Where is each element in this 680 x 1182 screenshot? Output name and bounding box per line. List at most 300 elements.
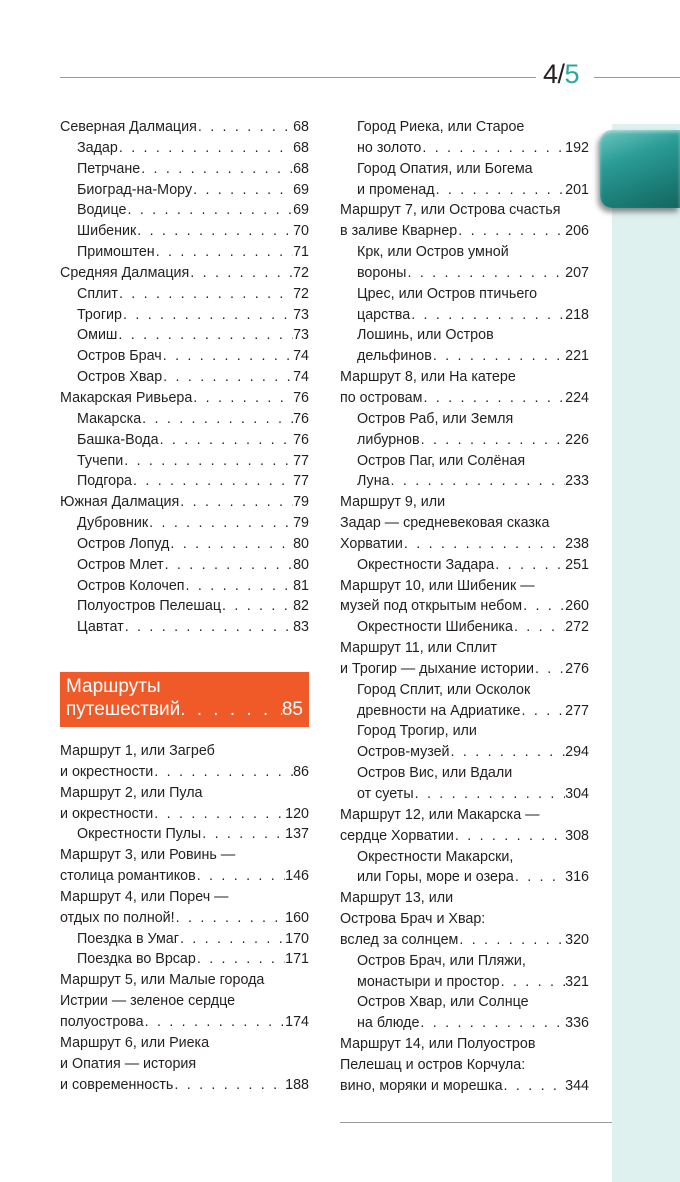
leader-dots	[179, 492, 293, 513]
toc-entry-title: Остров Млет	[77, 556, 164, 573]
toc-entry-page: 146	[285, 868, 309, 885]
toc-entry-page: 304	[565, 786, 589, 802]
toc-entry-title: Маршрут 8, или На катере	[340, 369, 516, 386]
toc-left-column-top	[60, 117, 309, 638]
toc-entry[interactable]	[60, 242, 309, 263]
toc-entry	[340, 992, 589, 1013]
toc-entry-title: Маршрут 5, или Малые города	[60, 972, 265, 989]
toc-entry[interactable]	[340, 430, 589, 451]
toc-entry[interactable]	[60, 534, 309, 555]
toc-entry-title: и променад	[357, 181, 435, 198]
toc-entry[interactable]	[60, 305, 309, 326]
leader-dots	[140, 159, 293, 180]
toc-entry[interactable]	[60, 346, 309, 367]
toc-entry-page: 277	[565, 702, 589, 719]
toc-entry	[60, 783, 309, 804]
toc-entry-title: полуострова	[60, 1013, 144, 1030]
toc-entry[interactable]	[60, 762, 309, 783]
leader-dots	[521, 701, 566, 722]
toc-entry[interactable]	[340, 617, 589, 638]
toc-entry-title: Задар — средневековая сказка	[340, 515, 550, 532]
toc-entry[interactable]	[340, 138, 589, 159]
leader-dots	[420, 430, 566, 451]
leader-dots	[410, 305, 565, 326]
toc-entry-title: Острова Брач и Хвар:	[340, 911, 486, 928]
toc-entry-page: 137	[285, 826, 309, 843]
toc-entry	[60, 970, 309, 991]
toc-entry-page: 224	[565, 389, 589, 406]
toc-entry-title: Примоштен	[77, 244, 155, 261]
toc-entry-title: Маршрут 12, или Макарска —	[340, 806, 540, 823]
toc-entry	[340, 242, 589, 263]
toc-entry-page: 170	[285, 930, 309, 947]
toc-entry-title: Петрчане	[77, 160, 141, 177]
toc-entry-title: Маршрут 9, или	[340, 494, 446, 511]
leader-dots	[153, 804, 285, 825]
toc-entry-title: Остров Вис, или Вдали	[357, 765, 513, 782]
toc-entry-title: в заливе Кварнер	[340, 223, 458, 240]
toc-entry-page: 80	[293, 535, 309, 552]
toc-entry-title: Шибеник	[77, 223, 137, 240]
toc-entry	[340, 117, 589, 138]
toc-entry[interactable]	[60, 430, 309, 451]
toc-entry[interactable]	[340, 221, 589, 242]
toc-entry-title: Город Сплит, или Осколок	[357, 681, 531, 698]
toc-entry	[340, 847, 589, 868]
toc-entry-title: Маршрут 2, или Пула	[60, 784, 203, 801]
toc-entry	[60, 1033, 309, 1054]
toc-entry	[340, 284, 589, 305]
toc-entry-title: и Трогир — дыхание истории	[340, 660, 534, 677]
leader-dots	[141, 409, 293, 430]
toc-right-column	[340, 117, 589, 1097]
toc-entry[interactable]	[60, 492, 309, 513]
leader-dots	[513, 617, 565, 638]
leader-dots	[118, 138, 293, 159]
toc-entry-page: 174	[285, 1013, 309, 1030]
toc-entry-page: 171	[285, 951, 309, 968]
leader-dots	[179, 929, 285, 950]
toc-entry	[340, 1034, 589, 1055]
toc-entry-title: Окрестности Шибеника	[357, 619, 513, 636]
toc-entry-page: 316	[565, 869, 589, 886]
toc-entry[interactable]	[60, 513, 309, 534]
toc-entry-page: 160	[285, 909, 309, 926]
toc-entry[interactable]	[60, 555, 309, 576]
toc-entry-page: 294	[565, 744, 589, 761]
toc-entry-page: 71	[293, 244, 309, 261]
leader-dots	[155, 242, 293, 263]
toc-entry[interactable]	[340, 701, 589, 722]
leader-dots	[422, 388, 565, 409]
toc-entry-title: Окрестности Задара	[357, 556, 495, 573]
leader-dots	[390, 471, 566, 492]
leader-dots	[126, 200, 293, 221]
toc-entry[interactable]	[60, 949, 309, 970]
toc-entry[interactable]	[340, 305, 589, 326]
toc-entry[interactable]	[60, 388, 309, 409]
toc-entry-title: Трогир	[77, 306, 122, 323]
toc-entry-title: но золото	[357, 139, 422, 156]
toc-entry-title: и окрестности	[60, 805, 154, 822]
leader-dots	[136, 221, 293, 242]
toc-entry-page: 344	[565, 1077, 589, 1094]
toc-entry-title: вслед за солнцем	[340, 931, 459, 948]
toc-entry-title: Остров Брач, или Пляжи,	[357, 952, 526, 969]
toc-entry-title: Биоград-на-Мору	[77, 181, 193, 198]
toc-entry[interactable]	[60, 325, 309, 346]
toc-entry[interactable]	[340, 1013, 589, 1034]
toc-entry-page: 69	[293, 202, 309, 219]
toc-entry-title: Остров-музей	[357, 744, 450, 761]
leader-dots	[450, 742, 566, 763]
leader-dots	[132, 471, 293, 492]
toc-entry-title: Остров Лопуд	[77, 535, 170, 552]
leader-dots	[494, 555, 565, 576]
toc-entry-title: Хорватии	[340, 535, 403, 552]
toc-entry-page: 206	[565, 223, 589, 240]
toc-entry-title: Башка-Вода	[77, 431, 159, 448]
toc-entry-title: Крк, или Остров умной	[357, 244, 509, 261]
toc-entry[interactable]	[60, 451, 309, 472]
toc-entry-title: Город Опатия, или Богема	[357, 160, 533, 177]
leader-dots	[118, 284, 293, 305]
toc-entry	[340, 721, 589, 742]
toc-entry-title: Город Риека, или Старое	[357, 119, 525, 135]
toc-entry[interactable]	[60, 824, 309, 845]
toc-entry[interactable]	[340, 659, 589, 680]
leader-dots	[534, 659, 565, 680]
leader-dots	[164, 555, 294, 576]
toc-entry-title: на блюде	[357, 1015, 420, 1032]
leader-dots	[153, 762, 293, 783]
toc-entry	[340, 1055, 589, 1076]
toc-entry-title: Маршрут 1, или Загреб	[60, 743, 215, 759]
toc-entry[interactable]	[60, 221, 309, 242]
leader-dots	[169, 534, 293, 555]
toc-entry-page: 226	[565, 431, 589, 448]
toc-left-column-bottom	[60, 741, 309, 1095]
toc-entry-page: 73	[293, 306, 309, 323]
toc-entry-page: 276	[565, 660, 589, 677]
toc-entry[interactable]	[60, 471, 309, 492]
toc-entry	[340, 200, 589, 221]
toc-entry-title: Истрии — зеленое сердце	[60, 993, 236, 1010]
toc-entry[interactable]	[340, 867, 589, 888]
toc-entry-title: Цавтат	[77, 619, 124, 636]
toc-entry-page: 336	[565, 1015, 589, 1032]
toc-entry-title: Город Трогир, или	[357, 723, 477, 740]
leader-dots	[458, 930, 565, 951]
toc-entry[interactable]	[60, 117, 309, 138]
toc-entry-title: столица романтиков	[60, 868, 196, 885]
toc-entry-title: Луна	[357, 473, 390, 490]
toc-entry	[60, 887, 309, 908]
toc-entry[interactable]	[340, 534, 589, 555]
toc-entry-page: 272	[565, 619, 589, 636]
section-title-line1: Маршруты	[66, 676, 161, 697]
header-rule-right	[594, 77, 680, 78]
toc-entry[interactable]	[340, 263, 589, 284]
leader-dots	[454, 826, 565, 847]
toc-entry-title: Остров Колочеп	[77, 577, 185, 594]
toc-entry-title: Омиш	[77, 327, 118, 344]
toc-entry	[340, 325, 589, 346]
side-panel	[612, 124, 680, 1182]
toc-entry-page: 72	[293, 285, 309, 302]
page-current: 4	[543, 59, 558, 89]
toc-entry	[340, 576, 589, 597]
toc-entry-title: Окрестности Макарски,	[357, 848, 514, 865]
toc-entry-title: дельфинов	[357, 348, 432, 365]
section-heading-routes[interactable]	[60, 672, 309, 727]
toc-entry[interactable]	[340, 180, 589, 201]
toc-entry-page: 69	[293, 181, 309, 198]
toc-entry-title: вино, моряки и морешка	[340, 1077, 503, 1094]
leader-dots	[192, 180, 293, 201]
toc-entry-page: 233	[565, 473, 589, 490]
toc-entry-title: и современность	[60, 1076, 174, 1093]
toc-entry-page: 207	[565, 264, 589, 281]
leader-dots	[522, 596, 565, 617]
toc-entry	[340, 409, 589, 430]
toc-entry[interactable]	[60, 284, 309, 305]
toc-entry-page: 77	[293, 473, 309, 490]
toc-entry-title: Поездка во Врсар	[77, 951, 196, 968]
toc-entry	[340, 888, 589, 909]
toc-entry-page: 218	[565, 306, 589, 323]
toc-entry-title: Макарска	[77, 410, 142, 427]
toc-entry-title: и Опатия — история	[60, 1055, 197, 1072]
toc-entry[interactable]	[340, 388, 589, 409]
leader-dots	[403, 534, 565, 555]
toc-entry-page: 81	[293, 577, 309, 594]
toc-entry-page: 188	[285, 1076, 309, 1093]
toc-entry-page: 76	[293, 389, 309, 406]
toc-entry	[60, 845, 309, 866]
page-separator: /	[557, 59, 565, 89]
toc-entry-page: 77	[293, 452, 309, 469]
leader-dots	[196, 949, 285, 970]
toc-entry-title: монастыри и простор	[357, 973, 500, 990]
toc-entry[interactable]	[340, 826, 589, 847]
toc-entry-title: Дубровник	[77, 515, 149, 532]
toc-entry-title: Остров Раб, или Земля	[357, 410, 514, 427]
toc-entry	[340, 763, 589, 784]
toc-entry-title: Поездка в Умаг	[77, 930, 179, 947]
toc-entry[interactable]	[340, 555, 589, 576]
leader-dots	[123, 451, 293, 472]
toc-entry-title: Водице	[77, 202, 127, 219]
toc-entry-title: Маршрут 13, или	[340, 890, 454, 907]
leader-dots	[221, 596, 293, 617]
toc-entry-title: либурнов	[357, 431, 420, 448]
toc-entry-page: 320	[565, 931, 589, 948]
leader-dots	[192, 388, 293, 409]
toc-entry	[340, 805, 589, 826]
toc-entry	[340, 909, 589, 930]
toc-entry-title: или Горы, море и озера	[357, 869, 514, 886]
toc-entry-page: 82	[293, 598, 309, 615]
toc-entry-title: и окрестности	[60, 763, 154, 780]
leader-dots	[117, 325, 293, 346]
toc-entry-title: Сплит	[77, 285, 118, 302]
page-total: 5	[564, 59, 580, 89]
toc-entry-page: 192	[565, 139, 589, 156]
toc-entry-page: 201	[565, 181, 589, 198]
toc-entry	[340, 492, 589, 513]
toc-entry-page: 79	[293, 494, 309, 511]
toc-entry-title: Тучепи	[77, 452, 124, 469]
toc-entry-title: Средняя Далмация	[60, 264, 190, 281]
toc-entry[interactable]	[340, 471, 589, 492]
leader-dots	[197, 117, 293, 138]
toc-entry-title: Окрестности Пулы	[77, 826, 202, 843]
toc-entry[interactable]	[60, 367, 309, 388]
toc-entry[interactable]	[60, 617, 309, 638]
toc-entry-title: Црес, или Остров птичьего	[357, 285, 538, 302]
toc-entry-page: 83	[293, 619, 309, 636]
toc-entry-page: 74	[293, 369, 309, 386]
toc-entry-page: 79	[293, 515, 309, 532]
toc-entry[interactable]	[60, 159, 309, 180]
toc-entry[interactable]	[60, 263, 309, 284]
toc-entry-page: 308	[565, 827, 589, 844]
toc-entry-title: сердце Хорватии	[340, 827, 454, 844]
toc-entry[interactable]	[340, 972, 589, 993]
toc-entry	[340, 451, 589, 472]
toc-entry-title: Макарская Ривьера	[60, 389, 193, 406]
toc-entry[interactable]	[60, 409, 309, 430]
leader-dots	[421, 138, 565, 159]
toc-entry[interactable]	[340, 346, 589, 367]
leader-dots	[144, 1012, 286, 1033]
toc-entry[interactable]	[60, 138, 309, 159]
toc-entry-title: Пелешац и остров Корчула:	[340, 1056, 526, 1073]
leader-dots	[414, 784, 566, 805]
leader-dots	[432, 346, 565, 367]
chapter-tab[interactable]	[600, 130, 680, 208]
toc-entry-page: 70	[293, 223, 309, 240]
toc-entry-title: от суеты	[357, 786, 414, 802]
toc-entry-title: Маршрут 10, или Шибеник —	[340, 577, 535, 594]
leader-dots	[185, 576, 294, 597]
leader-dots	[175, 908, 286, 929]
leader-dots	[162, 367, 293, 388]
toc-entry-title: Полуостров Пелешац	[77, 598, 222, 615]
toc-entry[interactable]	[340, 596, 589, 617]
toc-entry-title: вороны	[357, 264, 407, 281]
toc-entry-page: 86	[293, 763, 309, 780]
toc-entry-title: Остров Хвар	[77, 369, 163, 386]
toc-entry	[60, 991, 309, 1012]
toc-entry	[340, 513, 589, 534]
toc-entry[interactable]	[340, 930, 589, 951]
toc-entry-title: Маршрут 14, или Полуостров	[340, 1036, 536, 1053]
toc-entry[interactable]	[60, 180, 309, 201]
leader-dots	[503, 1076, 566, 1097]
toc-entry-page: 74	[293, 348, 309, 365]
header-rule	[60, 77, 536, 78]
page-indicator	[543, 58, 579, 90]
toc-entry-page: 120	[285, 805, 309, 822]
toc-entry-page: 76	[293, 431, 309, 448]
leader-dots	[500, 972, 566, 993]
toc-entry-page: 68	[293, 139, 309, 156]
toc-entry-page: 221	[565, 348, 589, 365]
toc-entry[interactable]	[60, 908, 309, 929]
leader-dots	[514, 867, 565, 888]
toc-entry-page: 80	[293, 556, 309, 573]
toc-entry-title: царства	[357, 306, 411, 323]
toc-entry	[340, 951, 589, 972]
leader-dots	[159, 430, 294, 451]
toc-entry-page: 72	[293, 264, 309, 281]
toc-entry[interactable]	[60, 576, 309, 597]
toc-entry[interactable]	[60, 929, 309, 950]
toc-entry-title: Остров Хвар, или Солнце	[357, 994, 529, 1011]
toc-entry-title: древности на Адриатике	[357, 702, 521, 719]
leader-dots	[201, 824, 285, 845]
section-page: 85	[281, 699, 303, 720]
toc-entry-title: Маршрут 3, или Ровинь —	[60, 847, 236, 864]
leader-dots	[148, 513, 293, 534]
toc-entry	[60, 1054, 309, 1075]
toc-entry-title: Южная Далмация	[60, 494, 180, 511]
leader-dots	[196, 866, 285, 887]
toc-entry	[340, 159, 589, 180]
toc-entry-page: 68	[293, 119, 309, 135]
leader-dots	[189, 263, 293, 284]
section-title-line2: путешествий	[66, 699, 181, 720]
leader-dots	[162, 346, 293, 367]
toc-entry	[340, 638, 589, 659]
toc-entry	[60, 741, 309, 762]
toc-entry[interactable]	[60, 596, 309, 617]
toc-entry	[340, 680, 589, 701]
leader-dots	[122, 305, 293, 326]
toc-entry[interactable]	[60, 804, 309, 825]
toc-entry[interactable]	[60, 866, 309, 887]
toc-entry-title: по островам	[340, 389, 423, 406]
toc-entry-title: Остров Брач	[77, 348, 162, 365]
toc-entry-title: Подгора	[77, 473, 133, 490]
toc-entry[interactable]	[340, 1076, 589, 1097]
toc-entry-title: отдых по полной!	[60, 909, 175, 926]
toc-entry-page: 251	[565, 556, 589, 573]
toc-entry-title: Маршрут 6, или Риека	[60, 1034, 210, 1051]
section-leader-dots	[180, 698, 282, 721]
toc-entry-title: Северная Далмация	[60, 119, 197, 135]
toc-entry[interactable]	[340, 784, 589, 805]
toc-entry[interactable]	[60, 1075, 309, 1096]
leader-dots	[406, 263, 565, 284]
toc-entry-title: Остров Паг, или Солёная	[357, 452, 526, 469]
toc-entry	[340, 367, 589, 388]
toc-entry-title: Лошинь, или Остров	[357, 327, 494, 344]
leader-dots	[173, 1075, 285, 1096]
toc-entry-title: Задар	[77, 139, 118, 156]
toc-entry-page: 76	[293, 410, 309, 427]
toc-entry[interactable]	[60, 1012, 309, 1033]
leader-dots	[419, 1013, 565, 1034]
toc-entry-title: музей под открытым небом	[340, 598, 523, 615]
toc-entry-page: 68	[293, 160, 309, 177]
toc-entry[interactable]	[340, 742, 589, 763]
toc-entry-page: 321	[565, 973, 589, 990]
toc-entry-title: Маршрут 4, или Пореч —	[60, 888, 229, 905]
toc-entry[interactable]	[60, 200, 309, 221]
